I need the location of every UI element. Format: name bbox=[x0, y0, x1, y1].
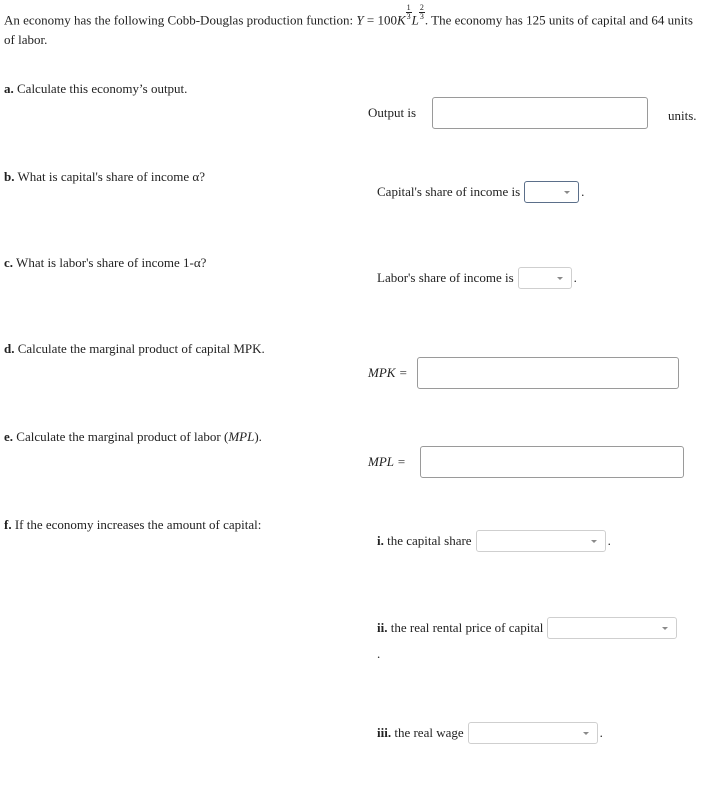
period: . bbox=[573, 270, 577, 285]
f-ii-number: ii. bbox=[377, 620, 388, 635]
formula-y: Y bbox=[356, 12, 364, 28]
question-f bbox=[4, 517, 261, 533]
question-d-letter: d. bbox=[4, 341, 15, 356]
mpl-label: MPL = bbox=[368, 454, 406, 469]
f-i-number: i. bbox=[377, 533, 384, 548]
mpk-input[interactable] bbox=[417, 357, 679, 389]
capital-share-label: Capital's share of income is bbox=[377, 184, 521, 199]
formula-k: K bbox=[396, 12, 406, 28]
f-ii-text: the real rental price of capital bbox=[387, 620, 544, 635]
exponent-l-num: 2 bbox=[419, 3, 424, 12]
question-f-text: If the economy increases the amount of capital: bbox=[11, 517, 262, 532]
question-e-end: ). bbox=[254, 429, 262, 444]
formula-eq: = 100 bbox=[363, 12, 397, 28]
formula-l: L bbox=[411, 12, 419, 28]
answer-a bbox=[368, 97, 648, 129]
f-iii-number: iii. bbox=[377, 725, 392, 740]
capital-share-select[interactable] bbox=[524, 181, 579, 203]
f-iii-label bbox=[377, 725, 464, 741]
answer-f-i bbox=[377, 530, 611, 552]
question-d bbox=[4, 341, 265, 357]
question-c-text: What is labor's share of income 1-α? bbox=[13, 255, 207, 270]
chevron-down-icon bbox=[557, 277, 563, 280]
answer-f-iii bbox=[377, 722, 603, 744]
period: . bbox=[581, 184, 585, 199]
answer-d bbox=[368, 357, 679, 389]
problem-statement bbox=[4, 4, 700, 50]
period: . bbox=[607, 533, 611, 548]
exponent-k-den: 3 bbox=[406, 12, 411, 21]
output-input[interactable] bbox=[432, 97, 648, 129]
chevron-down-icon bbox=[662, 627, 668, 630]
exponent-k-num: 1 bbox=[406, 3, 411, 12]
question-d-text: Calculate the marginal product of capital MPK. bbox=[14, 341, 265, 356]
answer-f-ii bbox=[377, 617, 677, 639]
output-label: Output is bbox=[368, 105, 417, 120]
f-iii-text: the real wage bbox=[391, 725, 464, 740]
question-b-letter: b. bbox=[4, 169, 15, 184]
labor-share-select[interactable] bbox=[518, 267, 572, 289]
f-i-text: the capital share bbox=[383, 533, 472, 548]
real-wage-change-select[interactable] bbox=[468, 722, 598, 744]
rental-price-change-select[interactable] bbox=[547, 617, 677, 639]
question-c bbox=[4, 255, 206, 271]
chevron-down-icon bbox=[583, 732, 589, 735]
question-e bbox=[4, 429, 262, 445]
f-ii-label bbox=[377, 620, 543, 636]
question-b bbox=[4, 169, 205, 185]
question-e-letter: e. bbox=[4, 429, 14, 444]
period: . bbox=[599, 725, 603, 740]
answer-b bbox=[377, 181, 584, 203]
output-units: units. bbox=[668, 108, 697, 123]
period: . bbox=[377, 646, 381, 661]
question-b-text: What is capital's share of income α? bbox=[14, 169, 205, 184]
answer-e bbox=[368, 446, 684, 478]
question-c-letter: c. bbox=[4, 255, 14, 270]
question-a-letter: a. bbox=[4, 81, 14, 96]
labor-share-label: Labor's share of income is bbox=[377, 270, 514, 285]
intro-text-before: An economy has the following Cobb-Douglas production function: bbox=[4, 12, 357, 28]
capital-share-change-select[interactable] bbox=[476, 530, 606, 552]
question-f-letter: f. bbox=[4, 517, 12, 532]
question-e-math: MPL bbox=[228, 429, 255, 444]
mpk-label: MPK = bbox=[368, 365, 408, 380]
intro-text-after: . The economy has 125 units of capital and 64 units of labor. bbox=[4, 12, 693, 48]
chevron-down-icon bbox=[564, 191, 570, 194]
question-e-text: Calculate the marginal product of labor ( bbox=[13, 429, 229, 444]
exponent-l-den: 3 bbox=[419, 12, 424, 21]
f-i-label bbox=[377, 533, 472, 549]
chevron-down-icon bbox=[591, 540, 597, 543]
mpl-input[interactable] bbox=[420, 446, 684, 478]
question-a-text: Calculate this economy’s output. bbox=[13, 81, 188, 96]
answer-c bbox=[377, 267, 577, 289]
question-a bbox=[4, 81, 187, 97]
